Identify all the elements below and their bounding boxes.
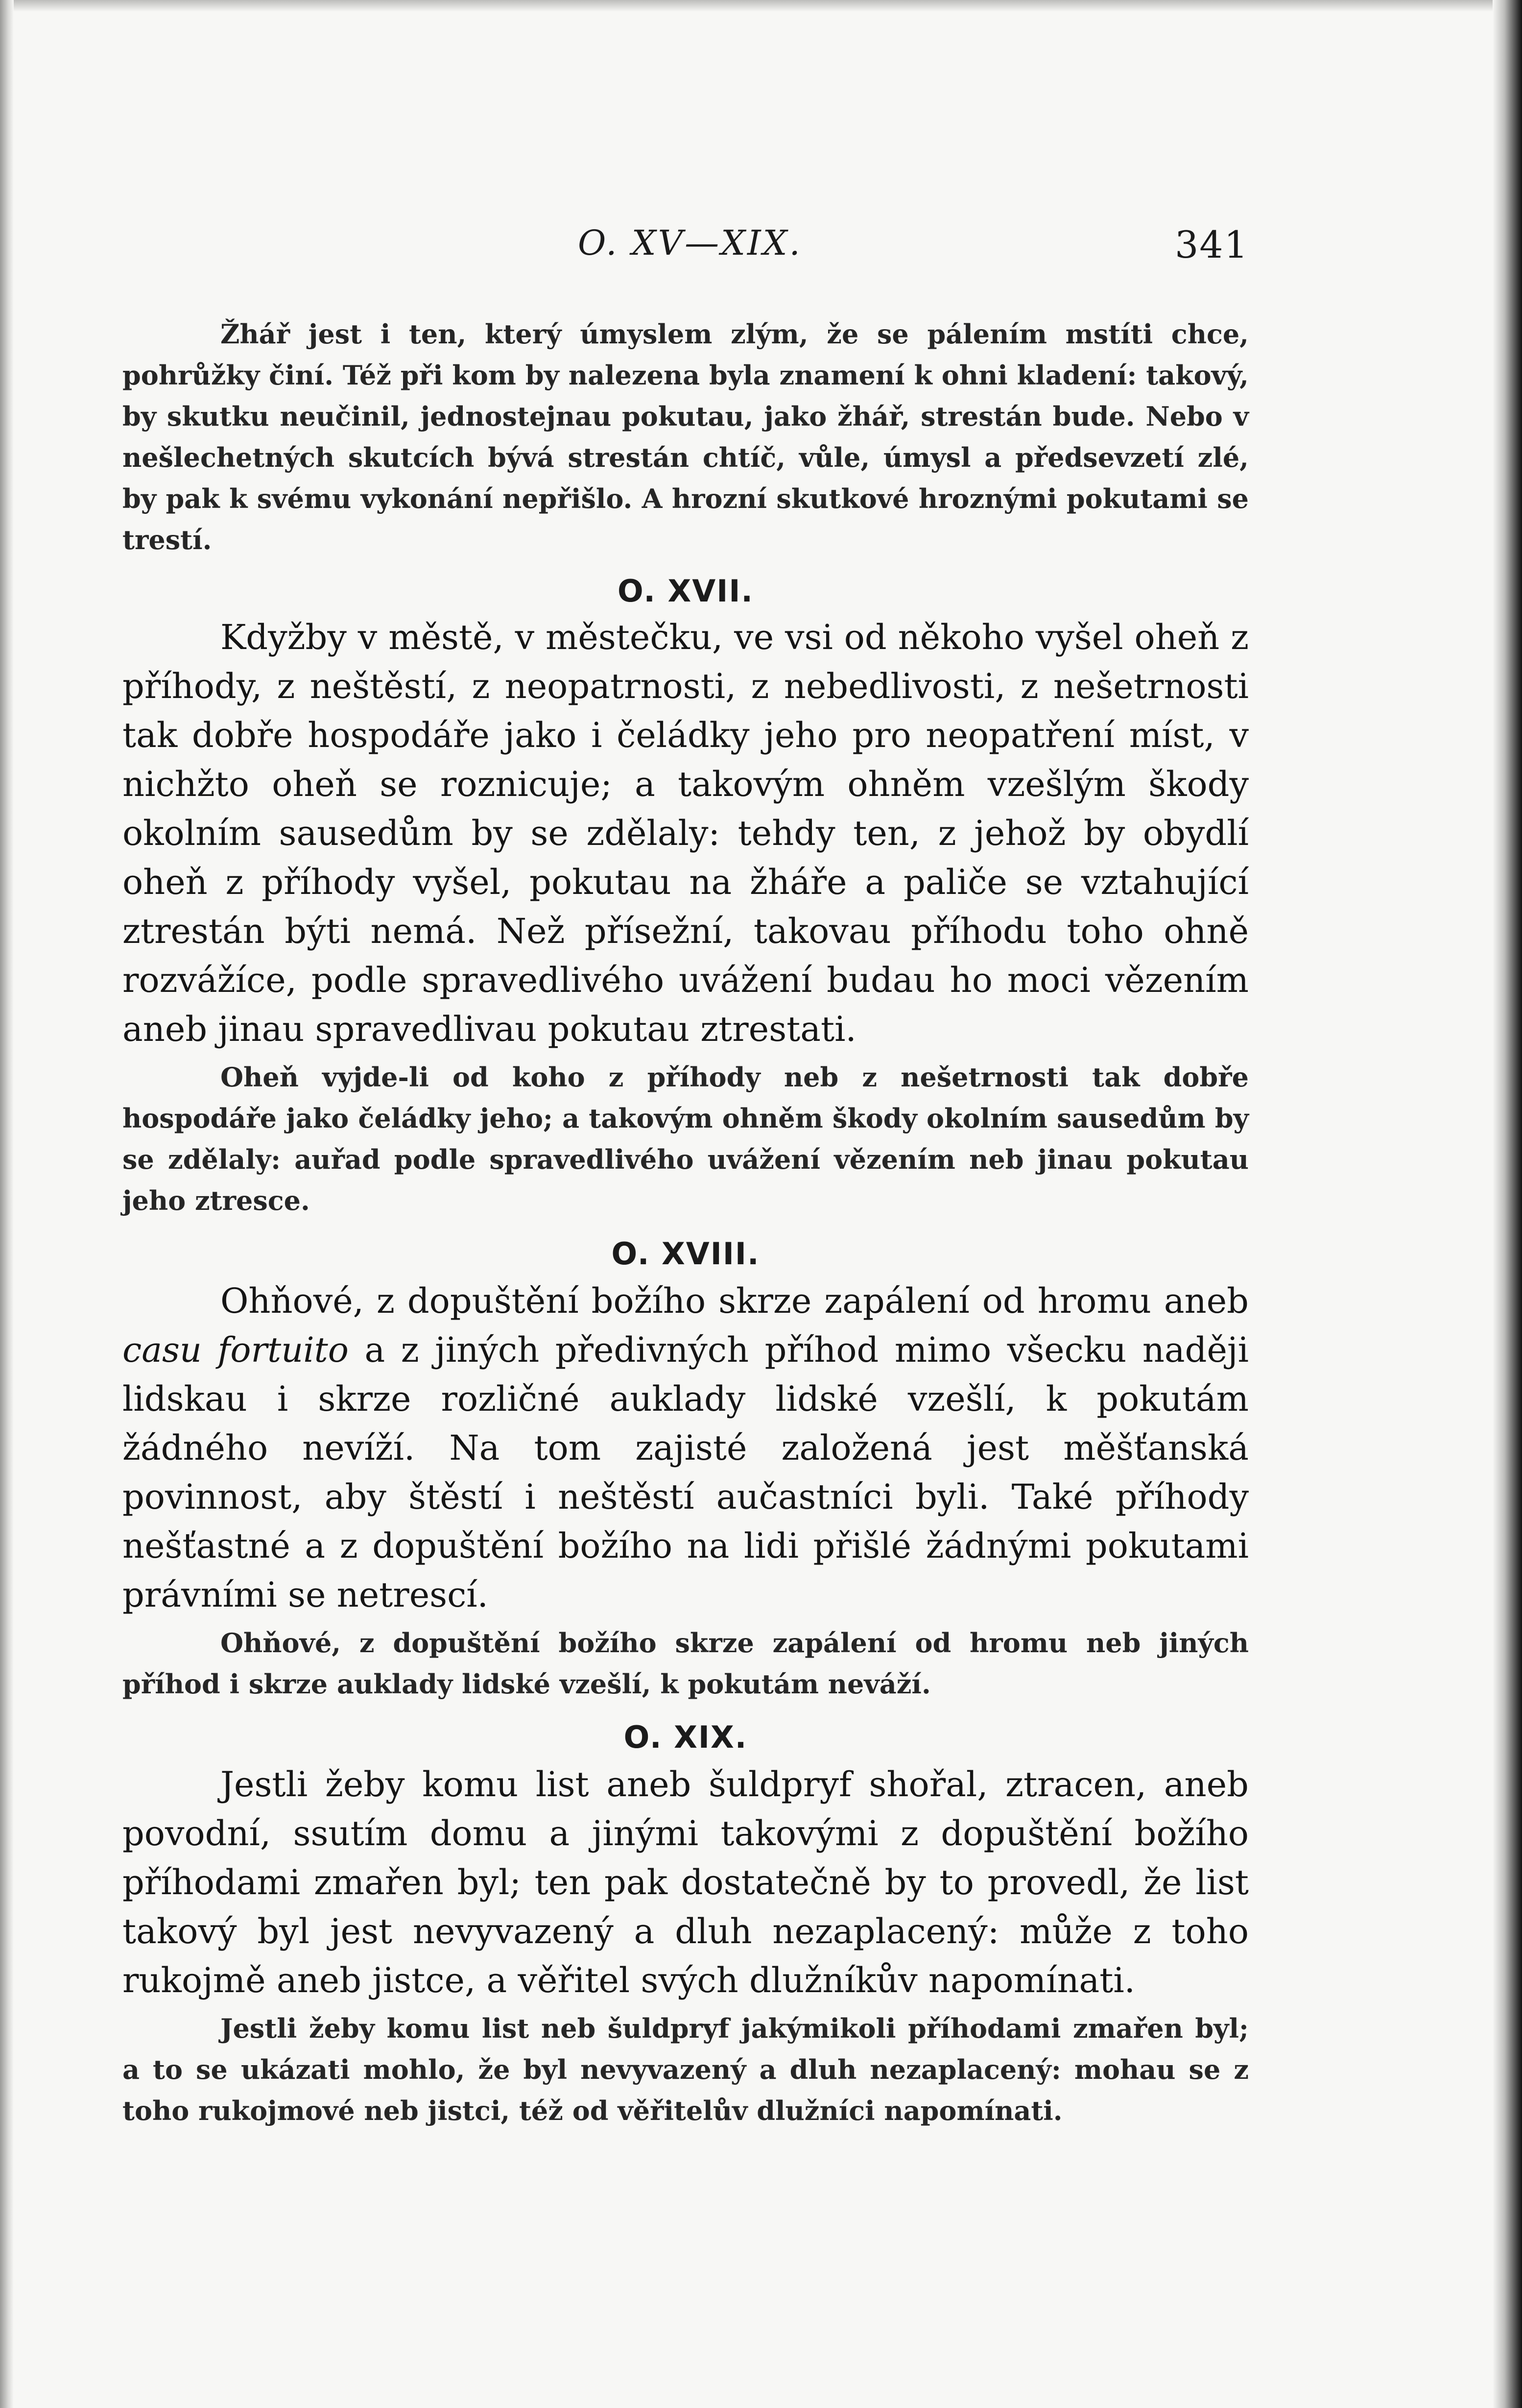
section-text-xix: Jestli žeby komu list aneb šuldpryf shořal, ztracen, aneb povodní, ssutím domu a jinými takovými z dopuštění božího příhodami zmařen byl; ten pak dostatečně by to provedl, že list takový byl jest nevyvazený a dluh nezaplacený: může z toho rukojmě aneb jistce, a věřitel svých dlužníkův napomínati. — [122, 1764, 1249, 2000]
section-heading-xix: O. XIX. — [623, 1719, 748, 1755]
page-header — [122, 223, 1249, 282]
page-body — [122, 313, 1249, 2131]
latin-phrase: casu fortuito — [122, 1330, 349, 1370]
section-text-xviii-part1: Ohňové, z dopuštění božího skrze zapálení od hromu aneb — [220, 1281, 1249, 1321]
page-number: 341 — [1174, 223, 1249, 266]
page-left-edge — [0, 0, 14, 2408]
section-text-xviii-part2: a z jiných předivných příhod mimo všecku naději lidskau i skrze rozličné auklady lidské vzešlí, k pokutám žádného nevíží. Na tom zajisté založená jest měšťanská povinnost, aby štěstí i neštěstí aučastníci byli. Také příhody nešťastné a z dopuštění božího na lidi přišlé žádnými pokutami právními se netrescí. — [122, 1330, 1249, 1615]
section-summary-xix: Jestli žeby komu list neb šuldpryf jakýmikoli příhodami zmařen byl; a to se ukázati mohlo, že byl nevyvazený a dluh nezaplacený: mohau se z toho rukojmové neb jistci, též od věřitelův dlužníci napomínati. — [122, 2013, 1249, 2126]
page-right-edge — [1493, 0, 1522, 2408]
section-heading-xviii: O. XVIII. — [611, 1236, 760, 1272]
page-top-shadow — [0, 0, 1522, 12]
section-summary-xvii: Oheň vyjde-li od koho z příhody neb z nešetrnosti tak dobře hospodáře jako čeládky jeho; a takovým ohněm škody okolním sausedům by se zdělaly: auřad podle spravedlivého uvážení vězením neb jinau pokutau jeho ztresce. — [122, 1061, 1249, 1216]
section-text-xviii — [122, 1276, 1249, 1619]
intro-paragraph: Žhář jest i ten, který úmyslem zlým, že se pálením mstíti chce, pohrůžky činí. Též při kom by nalezena byla znamení k ohni kladení: takový, by skutku neučinil, jednostejnau pokutau, jako žhář, strestán bude. Nebo v nešlechetných skutcích bývá strestán chtíč, vůle, úmysl a předsevzetí zlé, by pak k svému vykonání nepřišlo. A hrozní skutkové hroznými pokutami se trestí. — [122, 318, 1249, 555]
section-text-xvii: Kdyžby v městě, v městečku, ve vsi od někoho vyšel oheň z příhody, z neštěstí, z neopatrnosti, z nebedlivosti, z nešetrnosti tak dobře hospodáře jako i čeládky jeho pro neopatření míst, v nichžto oheň se roznicuje; a takovým ohněm vzešlým škody okolním sausedům by se zdělaly: tehdy ten, z jehož by obydlí oheň z příhody vyšel, pokutau na žháře a paliče se vztahující ztrestán býti nemá. Než přísežní, takovau příhodu toho ohně rozvážíce, podle spravedlivého uvážení budau ho moci vězením aneb jinau spravedlivau pokutau ztrestati. — [122, 617, 1249, 1049]
section-heading-xvii: O. XVII. — [618, 573, 754, 609]
section-summary-xviii: Ohňové, z dopuštění božího skrze zapálení od hromu neb jiných příhod i skrze auklady lidské vzešlí, k pokutám neváží. — [122, 1627, 1249, 1700]
running-head: O. XV—XIX. — [578, 223, 802, 263]
